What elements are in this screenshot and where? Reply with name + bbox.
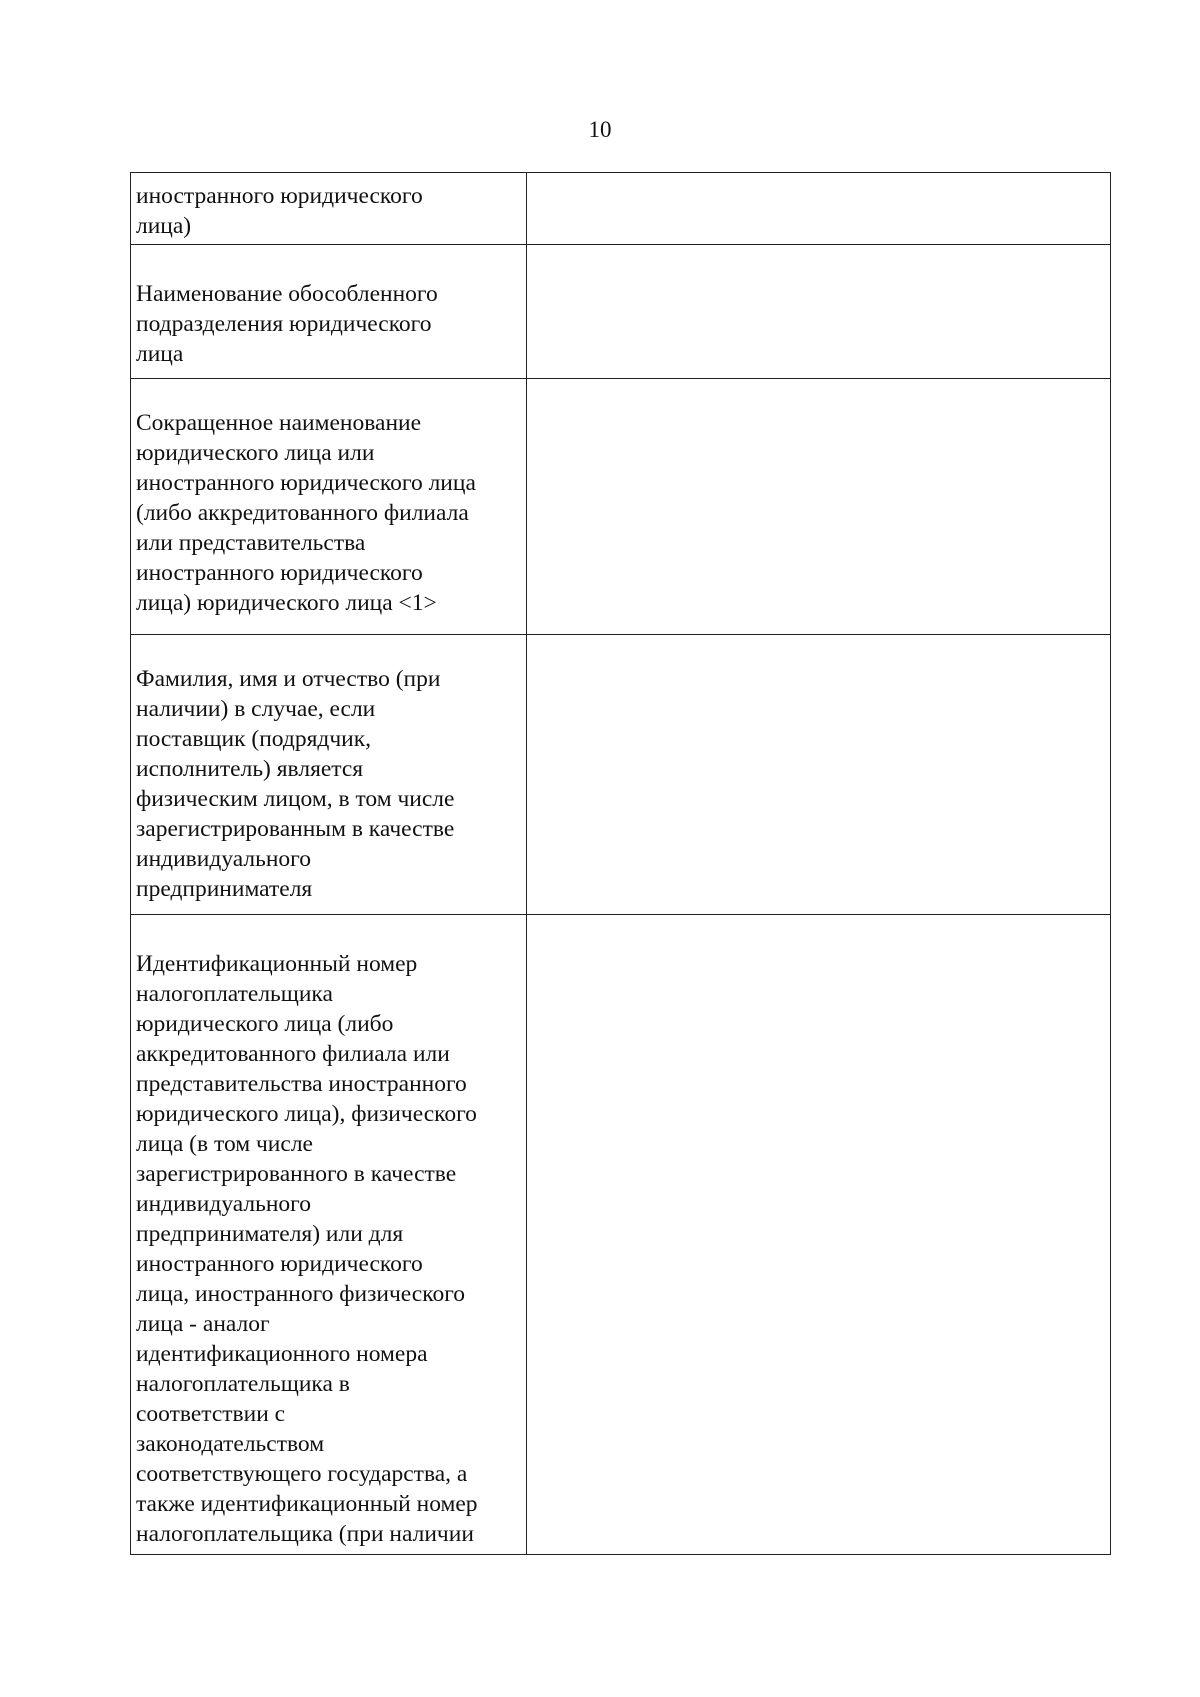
row-label: Фамилия, имя и отчество (при наличии) в случае, если поставщик (подрядчик, исполнитель) является физическим лицом, в том числе зарегистрированным в качестве индивидуального предпринимателя — [136, 666, 455, 902]
row-value-cell[interactable] — [527, 245, 1111, 379]
row-label: Наименование обособленного подразделения юридического лица — [136, 281, 438, 367]
row-label-cell — [131, 245, 527, 379]
row-value-cell[interactable] — [527, 915, 1111, 1555]
table-row — [131, 635, 1111, 915]
table-row — [131, 915, 1111, 1555]
row-label: иностранного юридического лица) — [136, 183, 423, 239]
row-label-cell — [131, 635, 527, 915]
table-row — [131, 173, 1111, 245]
row-value-cell[interactable] — [527, 379, 1111, 635]
row-value-cell[interactable] — [527, 173, 1111, 245]
row-label-cell — [131, 173, 527, 245]
table-row — [131, 379, 1111, 635]
row-value-cell[interactable] — [527, 635, 1111, 915]
row-label: Идентификационный номер налогоплательщика юридического лица (либо аккредитованного филиала или представительства иностранного юридического лица), физического лица (в том числе зарегистрированного в качестве индивидуального предпринимателя) или для иностранного юридического лица, иностранного физического лица - аналог идентификационного номера налогоплательщика в соответствии с законодательством соответствующего государства, а также идентификационный номер налогоплательщика (при наличии — [136, 951, 478, 1547]
row-label-cell — [131, 915, 527, 1555]
row-label: Сокращенное наименование юридического лица или иностранного юридического лица (либо аккредитованного филиала или представительства иностранного юридического лица) юридического лица <1> — [136, 410, 476, 616]
supplier-info-table — [130, 172, 1111, 1555]
row-label-cell — [131, 379, 527, 635]
table-row — [131, 245, 1111, 379]
page-number: 10 — [588, 117, 612, 142]
